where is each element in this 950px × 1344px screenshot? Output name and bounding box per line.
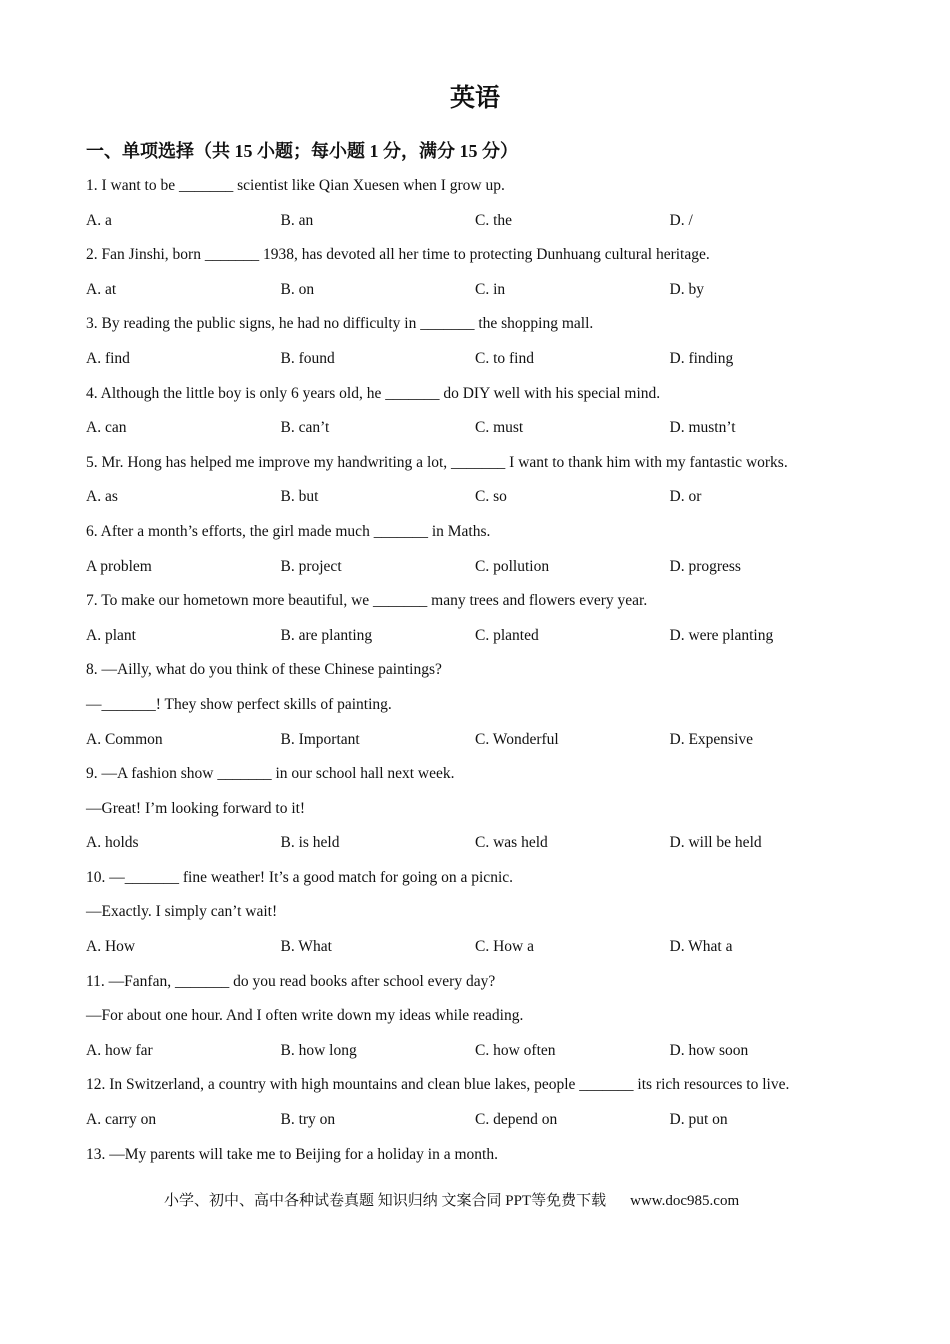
answer-options [86,278,886,313]
answer-option[interactable]: C. the [475,211,513,229]
answer-option[interactable]: A. holds [86,834,139,852]
answer-option[interactable]: B. project [280,557,342,575]
answer-option[interactable]: C. how often [475,1041,556,1059]
answer-option[interactable]: C. Wonderful [475,730,559,748]
question-reply: —For about one hour. And I often write down my ideas while reading. [86,1007,524,1025]
answer-option[interactable]: A. How [86,938,136,956]
answer-option[interactable]: B. on [280,280,315,298]
question-stem: 1. I want to be _______ scientist like Qian Xuesen when I grow up. [86,177,505,194]
question-stem: 7. To make our hometown more beautiful, we _______ many trees and flowers every year. [86,592,648,610]
question-stem: 11. —Fanfan, _______ do you read books after school every day? [86,972,496,990]
question-stem: 8. —Ailly, what do you think of these Chinese paintings? [86,661,442,679]
answer-option[interactable]: D. finding [669,349,734,367]
answer-option[interactable]: A. find [86,349,130,367]
question-stem: 2. Fan Jinshi, born _______ 1938, has devoted all her time to protecting Dunhuang cultural heritage. [86,246,710,264]
answer-options [86,831,886,866]
answer-option[interactable]: A. a [86,211,112,229]
answer-option[interactable]: B. can’t [280,419,330,437]
answer-option[interactable]: D. / [669,211,693,229]
answer-options [86,347,886,382]
answer-options [86,624,886,659]
answer-option[interactable]: C. in [475,280,506,298]
question-stem: 3. By reading the public signs, he had no difficulty in _______ the shopping mall. [86,315,594,333]
answer-options [86,1108,886,1143]
answer-options [86,416,886,451]
question-stem: 10. —_______ fine weather! It’s a good match for going on a picnic. [86,868,513,886]
question-stem: 6. After a month’s efforts, the girl made much _______ in Maths. [86,522,491,540]
answer-option[interactable]: A. as [86,488,118,506]
answer-option[interactable]: D. were planting [669,626,774,644]
question-stem: 12. In Switzerland, a country with high mountains and clean blue lakes, people _______ its rich resources to live. [86,1076,790,1094]
question-reply: —Great! I’m looking forward to it! [86,799,306,817]
answer-options [86,728,886,763]
answer-options [86,209,886,244]
answer-option[interactable]: B. but [280,488,319,506]
answer-option[interactable]: A. carry on [86,1111,157,1129]
answer-option[interactable]: B. Important [280,730,360,748]
answer-option[interactable]: B. an [280,211,314,229]
question-list [86,174,886,1177]
answer-option[interactable]: D. or [669,488,702,506]
answer-options [86,555,886,590]
answer-options [86,935,886,970]
question-stem: 5. Mr. Hong has helped me improve my handwriting a lot, _______ I want to thank him with my fantastic works. [86,453,788,471]
answer-option[interactable]: A. can [86,419,127,437]
footer-site: www.doc985.com [630,1193,740,1209]
page-footer [164,1189,739,1213]
answer-option[interactable]: B. try on [280,1111,336,1129]
section-heading: 一、单项选择（共 15 小题；每小题 1 分，满分 15 分） [86,141,518,161]
answer-option[interactable]: A. how far [86,1041,153,1059]
answer-option[interactable]: C. must [475,419,524,437]
answer-option[interactable]: B. how long [280,1041,357,1059]
answer-option[interactable]: D. how soon [669,1041,749,1059]
answer-option[interactable]: B. What [280,938,332,956]
answer-option[interactable]: D. progress [669,557,741,575]
answer-option[interactable]: C. so [475,488,507,506]
footer-text: 小学、初中、高中各种试卷真题 知识归纳 文案合同 PPT等免费下载 [164,1193,607,1209]
answer-option[interactable]: C. depend on [475,1111,558,1129]
question-stem: 13. —My parents will take me to Beijing for a holiday in a month. [86,1145,498,1163]
answer-option[interactable]: C. to find [475,349,534,367]
answer-option[interactable]: C. was held [475,834,548,852]
answer-option[interactable]: C. How a [475,938,534,956]
page-title: 英语 [449,85,500,112]
answer-option[interactable]: A. at [86,280,117,298]
answer-option[interactable]: D. Expensive [669,730,754,748]
question-stem: 9. —A fashion show _______ in our school hall next week. [86,765,455,783]
answer-option[interactable]: D. What a [669,938,733,956]
answer-options [86,1039,886,1074]
answer-option[interactable]: A. plant [86,626,136,644]
question-stem: 4. Although the little boy is only 6 years old, he _______ do DIY well with his special mind. [86,384,661,402]
answer-option[interactable]: B. are planting [280,626,373,644]
answer-option[interactable]: C. planted [475,626,539,644]
answer-option[interactable]: D. will be held [669,834,762,852]
answer-option[interactable]: B. is held [280,834,340,852]
answer-option[interactable]: A problem [86,557,152,575]
question-reply: —Exactly. I simply can’t wait! [86,903,278,921]
answer-option[interactable]: D. by [669,280,704,298]
answer-option[interactable]: D. put on [669,1111,728,1129]
answer-option[interactable]: C. pollution [475,557,550,575]
answer-option[interactable]: D. mustn’t [669,419,736,437]
question-reply: —_______! They show perfect skills of painting. [86,695,392,713]
answer-option[interactable]: B. found [280,349,335,367]
answer-option[interactable]: A. Common [86,730,163,748]
answer-options [86,485,886,520]
